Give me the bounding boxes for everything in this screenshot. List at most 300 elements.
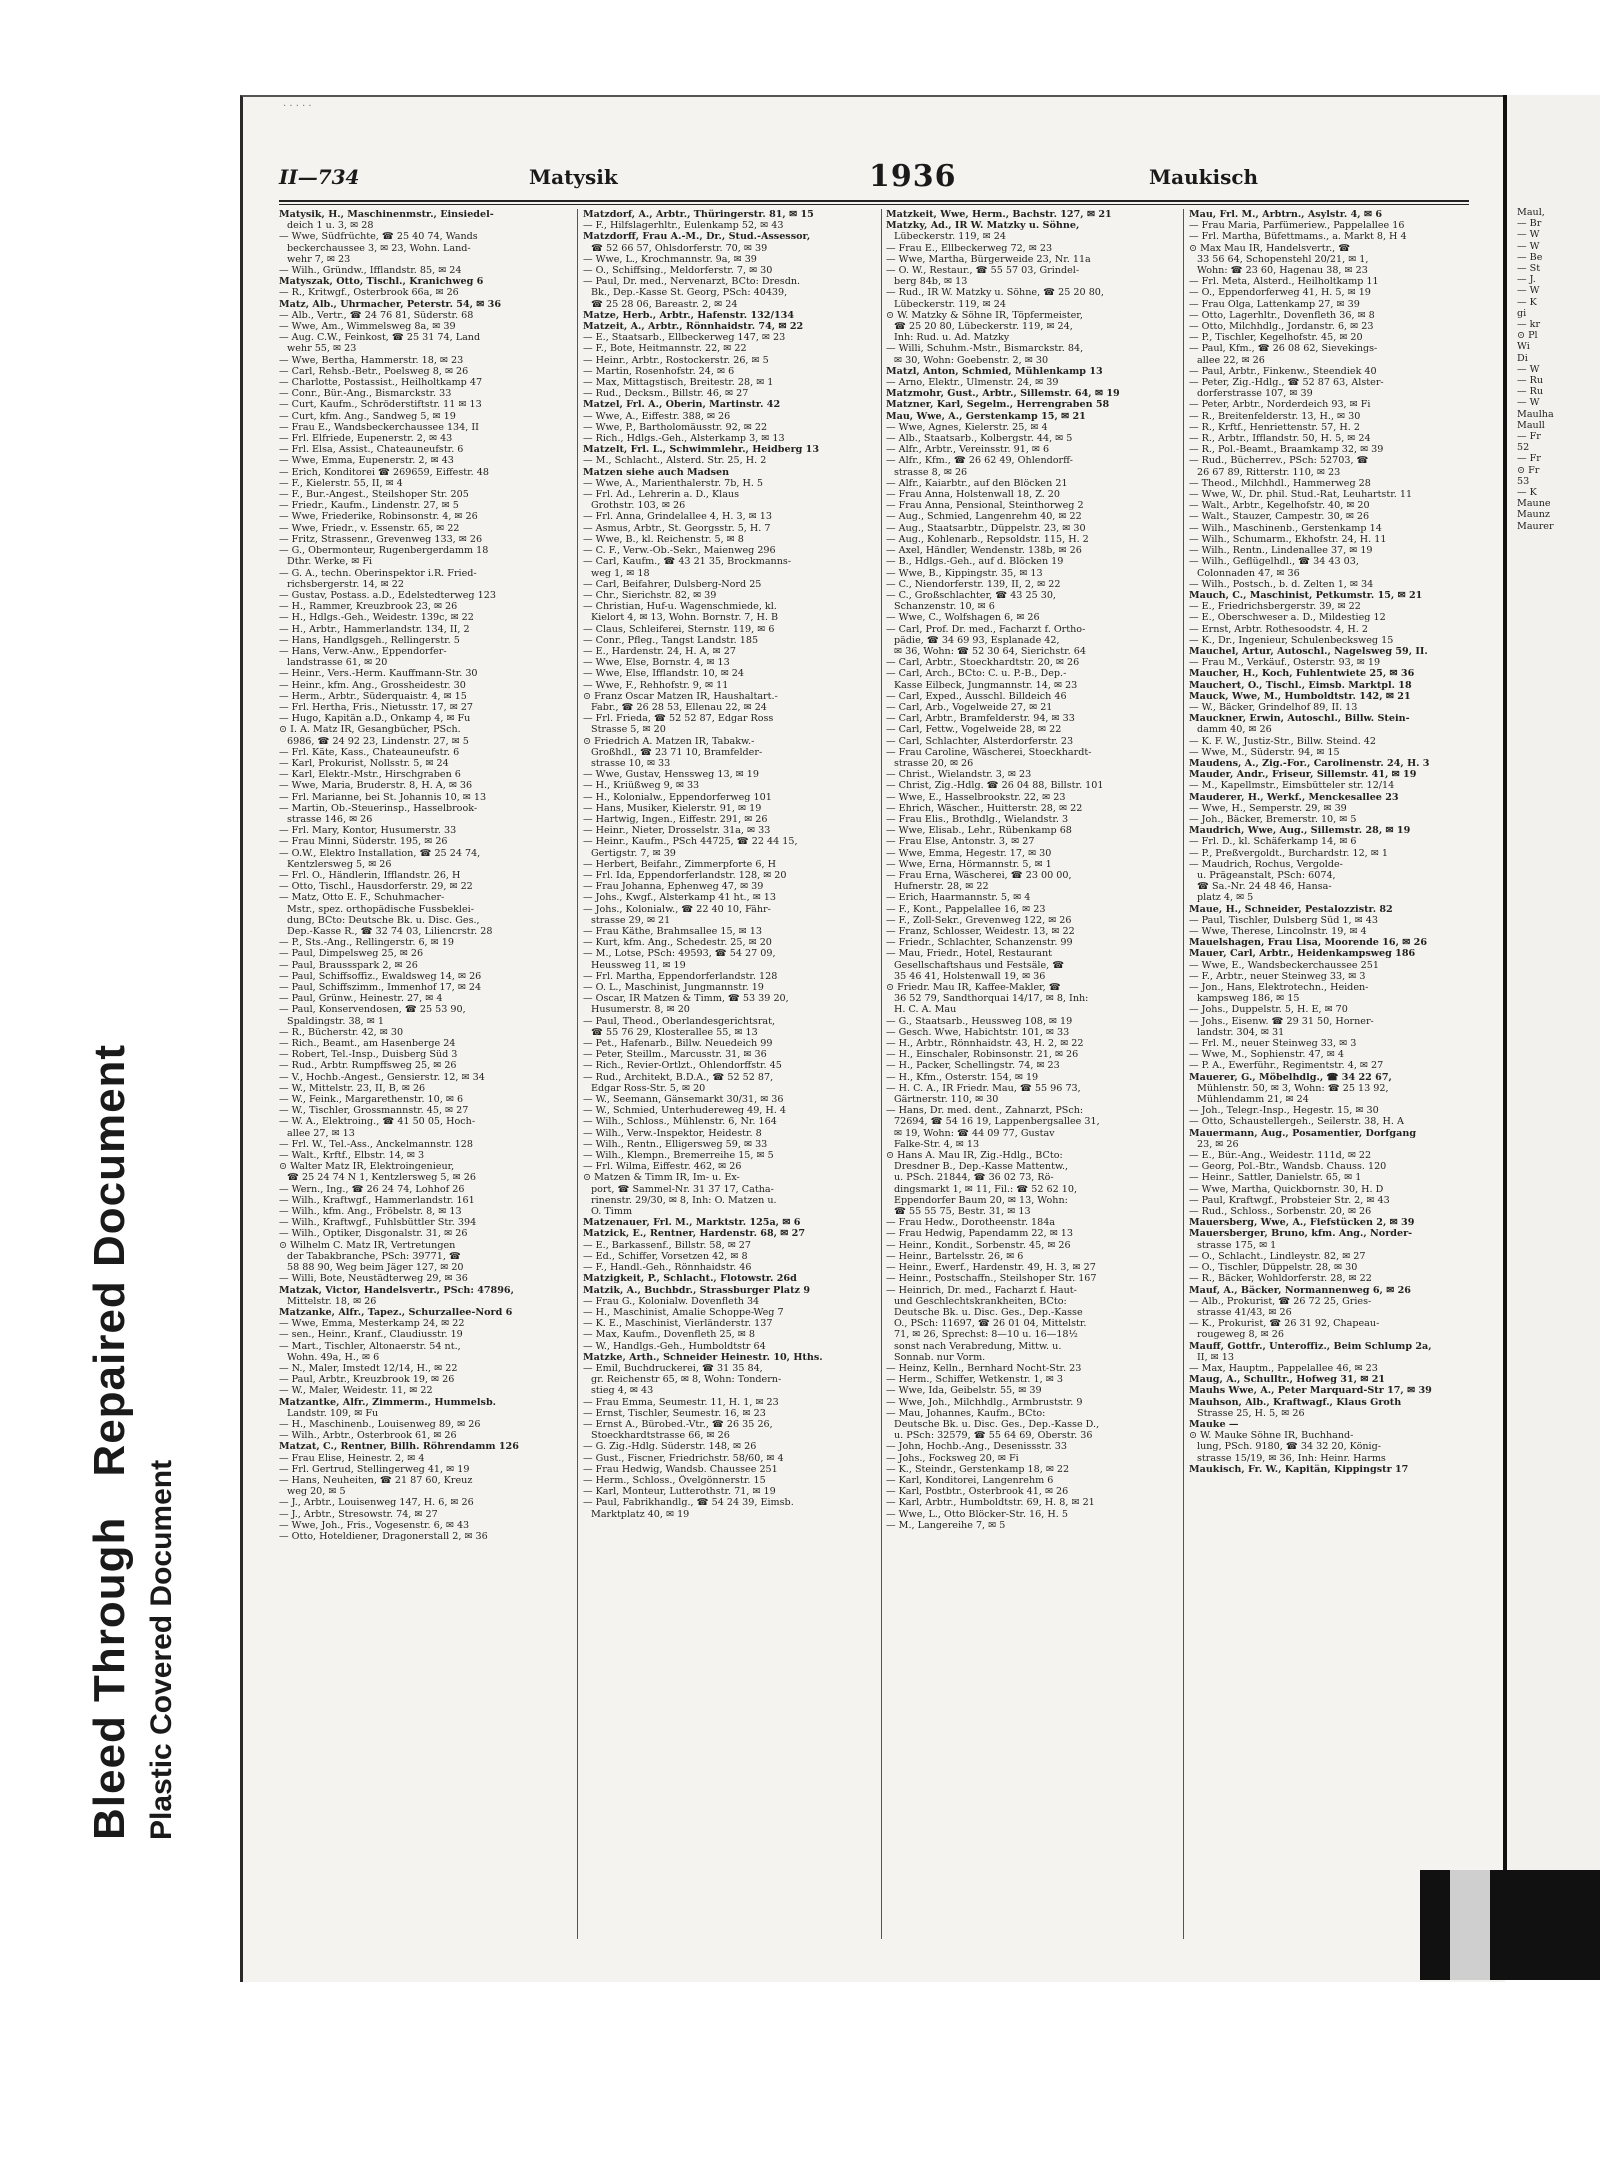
directory-entry: — Wwe, Martha, Quickbornstr. 30, H. D [1189, 1183, 1384, 1195]
directory-entry: — Mau, Johannes, Kaufm., BCto: [886, 1407, 1046, 1419]
directory-entry: — Frl. Elfriede, Eupenerstr. 2, ✉ 43 [279, 433, 453, 445]
directory-entry: — Wwe, M., Süderstr. 94, ✉ 15 [1189, 746, 1340, 758]
directory-entry: ☎ 25 20 80, Lübeckerstr. 119, ✉ 24, [894, 321, 1073, 333]
directory-entry: ☎ 55 76 29, Klosterallee 55, ✉ 13 [591, 1026, 758, 1038]
directory-entry: — E., Hardenstr. 24, H. A, ✉ 27 [583, 645, 736, 657]
directory-entry: — E., Staatsarb., Ellbeckerweg 147, ✉ 23 [583, 332, 786, 344]
adjacent-entry: — K [1517, 296, 1537, 308]
directory-entry: strasse 41/43, ✉ 26 [1197, 1306, 1292, 1318]
directory-entry: — M., Kapellmstr., Eimsbütteler str. 12/14 [1189, 780, 1395, 792]
column-divider [577, 209, 578, 1939]
directory-entry: — Frl. Hertha, Fris., Nietusstr. 17, ✉ 27 [279, 701, 474, 713]
adjacent-entry: — Ru [1517, 386, 1544, 398]
directory-entry: — Erich, Haarmannstr. 5, ✉ 4 [886, 892, 1031, 904]
directory-entry: richsbergerstr. 14, ✉ 22 [287, 578, 404, 590]
directory-entry: — K. E., Maschinist, Vierländerstr. 137 [583, 1318, 773, 1330]
directory-entry: — M., Langereihe 7, ✉ 5 [886, 1519, 1006, 1531]
directory-entry: — Frau Hedwig, Wandsb. Chaussee 251 [583, 1463, 778, 1475]
directory-entry: — Paul, Dr. med., Nervenarzt, BCto: Dresdn. [583, 276, 801, 288]
directory-entry: — Hans, Verw.-Anw., Eppendorfer- [279, 645, 447, 657]
directory-entry: dorferstrasse 107, ✉ 39 [1197, 388, 1313, 400]
directory-entry: — Wwe, A., Eiffestr. 388, ✉ 26 [583, 410, 731, 422]
adjacent-page-strip [1503, 95, 1600, 1980]
directory-entry: landstrasse 61, ✉ 20 [287, 657, 388, 669]
directory-entry: Matzel, Frl. A., Oberin, Martinstr. 42 [583, 399, 781, 411]
directory-entry: Mauderer, H., Werkf., Menckesallee 23 [1189, 791, 1399, 803]
directory-entry: Maue, H., Schneider, Pestalozzistr. 82 [1189, 903, 1393, 915]
directory-entry: Matzat, C., Rentner, Billh. Röhrendamm 126 [279, 1441, 519, 1453]
directory-entry: — Wwe, Joh., Milchhdlg., Armbruststr. 9 [886, 1396, 1083, 1408]
directory-entry: — Rich., Beamt., am Hasenberge 24 [279, 1038, 456, 1050]
directory-entry: — Wwe, Erna, Hörmannstr. 5, ✉ 1 [886, 858, 1052, 870]
directory-entry: Kasse Eilbeck, Jungmannstr. 14, ✉ 23 [894, 679, 1078, 691]
directory-entry: strasse 146, ✉ 26 [287, 813, 373, 825]
directory-entry: 6986, ☎ 24 92 23, Lindenstr. 27, ✉ 5 [287, 735, 469, 747]
directory-entry: — Hans, Neuheiten, ☎ 21 87 60, Kreuz [279, 1474, 473, 1486]
adjacent-entry: — Fr [1517, 431, 1541, 443]
directory-entry: Wohn: ☎ 23 60, Hagenau 38, ✉ 23 [1197, 265, 1368, 277]
directory-entry: — Wilh., Kraftwgf., Hammerlandstr. 161 [279, 1194, 475, 1206]
directory-entry: — Carl, Rehsb.-Betr., Poelsweg 8, ✉ 26 [279, 365, 469, 377]
directory-entry: Eppendorfer Baum 20, ✉ 13, Wohn: [894, 1194, 1068, 1206]
directory-entry: — Axel, Händler, Wendenstr. 138b, ✉ 26 [886, 545, 1082, 557]
directory-entry: — Carl, Beifahrer, Dulsberg-Nord 25 [583, 578, 762, 590]
adjacent-entry: — Br [1517, 218, 1542, 230]
directory-entry: Matze, Herb., Arbtr., Hafenstr. 132/134 [583, 309, 795, 321]
adjacent-entry: Maurer [1517, 520, 1554, 532]
directory-entry: Gesellschaftshaus und Festsäle, ☎ [894, 959, 1065, 971]
directory-entry: — F., Handl.-Geh., Rönnhaidstr. 46 [583, 1262, 752, 1274]
directory-entry: — Carl, Arbtr., Bramfelderstr. 94, ✉ 33 [886, 713, 1075, 725]
directory-entry: — Karl, Elektr.-Mstr., Hirschgraben 6 [279, 769, 461, 781]
directory-entry: — R., Pol.-Beamt., Braamkamp 32, ✉ 39 [1189, 444, 1384, 456]
directory-entry: Kielort 4, ✉ 13, Wohn. Bornstr. 7, H. B [591, 612, 779, 624]
directory-entry: Gärtnerstr. 110, ✉ 30 [894, 1094, 999, 1106]
directory-entry: pädie, ☎ 34 69 93, Esplanade 42, [894, 634, 1060, 646]
directory-entry: — F., Hilfslagerhltr., Eulenkamp 52, ✉ 43 [583, 220, 784, 232]
directory-entry: — Wwe, Ida, Geibelstr. 55, ✉ 39 [886, 1385, 1042, 1397]
directory-entry: weg 1, ✉ 18 [591, 567, 650, 579]
directory-entry: ⊙ Walter Matz IR, Elektroingenieur, [279, 1161, 455, 1173]
directory-entry: — H., Kriüßweg 9, ✉ 33 [583, 780, 700, 792]
directory-entry: — Rud., Schloss., Sorbenstr. 20, ✉ 26 [1189, 1206, 1372, 1218]
directory-entry: — Johs., Focksweg 20, ✉ Fi [886, 1452, 1019, 1464]
directory-entry: Matysik, H., Maschinenmstr., Einsiedel- [279, 209, 494, 220]
directory-entry: Matzeit, A., Arbtr., Rönnhaidstr. 74, ✉ 22 [583, 321, 804, 333]
directory-entry: ⊙ Hans A. Mau IR, Zig.-Hdlg., BCto: [886, 1150, 1063, 1162]
directory-entry: — Max, Kaufm., Dovenfleth 25, ✉ 8 [583, 1329, 755, 1341]
directory-entry: — J., Arbtr., Louisenweg 147, H. 6, ✉ 26 [279, 1497, 474, 1509]
directory-entry: der Tabakbranche, PSch: 39771, ☎ [287, 1250, 461, 1262]
directory-entry: — W., Seemann, Gänsemarkt 30/31, ✉ 36 [583, 1094, 784, 1106]
directory-entry: — Arno, Elektr., Ulmenstr. 24, ✉ 39 [886, 377, 1059, 389]
directory-entry: ⊙ Friedrich A. Matzen IR, Tabakw.- [583, 735, 755, 747]
directory-entry: u. PSch. 21844, ☎ 36 02 73, Rö- [894, 1172, 1054, 1184]
page-speck: · · · · · [283, 101, 312, 112]
directory-entry: — O., Eppendorferweg 41, H. 5, ✉ 19 [1189, 287, 1371, 299]
directory-entry: — Alb., Staatsarb., Kolbergstr. 44, ✉ 5 [886, 433, 1073, 445]
directory-entry: — C. F., Verw.-Ob.-Sekr., Maienweg 296 [583, 545, 776, 557]
directory-entry: — G. Zig.-Hdlg. Süderstr. 148, ✉ 26 [583, 1441, 757, 1453]
directory-entry: — Hans, Musiker, Kielerstr. 91, ✉ 19 [583, 802, 762, 814]
directory-entry: — Heinr., Arbtr., Rostockerstr. 26, ✉ 5 [583, 354, 769, 366]
directory-entry: allee 27, ✉ 13 [287, 1127, 355, 1139]
directory-entry: Maudrich, Wwe, Aug., Sillemstr. 28, ✉ 19 [1189, 825, 1411, 837]
directory-entry: Wohn. 49a, H., ✉ 6 [287, 1351, 380, 1363]
directory-entry: — Frau Olga, Lattenkamp 27, ✉ 39 [1189, 298, 1360, 310]
directory-entry: — Martin, Rosenhofstr. 24, ✉ 6 [583, 365, 735, 377]
directory-entry: — Ehrich, Wäscher., Huitterstr. 28, ✉ 22 [886, 802, 1083, 814]
directory-entry: rougeweg 8, ✉ 26 [1197, 1329, 1284, 1341]
directory-entry: — Frau Else, Antonstr. 3, ✉ 27 [886, 836, 1035, 848]
directory-entry: Lübeckerstr. 119, ✉ 24 [894, 298, 1006, 310]
directory-entry: — H., Packer, Schellingstr. 74, ✉ 23 [886, 1060, 1060, 1072]
directory-entry: — Wwe, Maria, Bruderstr. 8, H. A, ✉ 36 [279, 780, 473, 792]
directory-entry: — Hartwig, Ingen., Eiffestr. 291, ✉ 26 [583, 813, 768, 825]
directory-entry: — Frl. Käte, Kass., Chateauneufstr. 6 [279, 746, 460, 758]
directory-entry: — Frl. Martha, Eppendorferlandstr. 128 [583, 970, 778, 982]
directory-entry: — F., Arbtr., neuer Steinweg 33, ✉ 3 [1189, 970, 1366, 982]
directory-entry: — Frl. Ida, Eppendorferlandstr. 128, ✉ 20 [583, 869, 787, 881]
directory-entry: — Carl, Prof. Dr. med., Facharzt f. Ortho- [886, 623, 1086, 635]
directory-entry: wehr 7, ✉ 23 [287, 253, 351, 265]
directory-entry: — Frl. Anna, Grindelallee 4, H. 3, ✉ 13 [583, 511, 772, 523]
directory-entry: — Frl. W., Tel.-Ass., Anckelmannstr. 128 [279, 1138, 473, 1150]
directory-entry: — H., Kfm., Osterstr. 154, ✉ 19 [886, 1071, 1039, 1083]
directory-entry: — Ed., Schiffer, Vorsetzen 42, ✉ 8 [583, 1250, 748, 1262]
directory-entry: — Carl, Schlachter, Alsterdorferstr. 23 [886, 735, 1074, 747]
directory-entry: Mauersberger, Bruno, kfm. Ang., Norder- [1189, 1228, 1413, 1240]
directory-entry: — Otto, Lagerhltr., Dovenfleth 36, ✉ 8 [1189, 309, 1375, 321]
directory-entry: — Frau Hedwig, Papendamm 22, ✉ 13 [886, 1228, 1073, 1240]
directory-entry: — Maudrich, Rochus, Vergolde- [1189, 858, 1343, 870]
directory-entry: — Wwe, B., Kippingstr. 35, ✉ 13 [886, 567, 1043, 579]
directory-column-1 [279, 209, 571, 1939]
directory-entry: Matzdorff, Frau A.-M., Dr., Stud.-Assessor, [583, 231, 811, 243]
directory-entry: — E., Oberschweser a. D., Mildestieg 12 [1189, 612, 1386, 624]
directory-entry: — Heinr., Postschaffn., Steilshoper Str. 167 [886, 1273, 1097, 1285]
directory-entry: 36 52 79, Sandthorquai 14/17, ✉ 8, Inh: [894, 993, 1089, 1005]
adjacent-entry: 52 [1517, 442, 1530, 454]
column-divider [1183, 209, 1184, 1939]
adjacent-entry: Di [1517, 352, 1528, 364]
directory-entry: — H., Maschinenb., Louisenweg 89, ✉ 26 [279, 1418, 481, 1430]
directory-entry: Lübeckerstr. 119, ✉ 24 [894, 231, 1006, 243]
directory-entry: — W., Tischler, Grossmannstr. 45, ✉ 27 [279, 1105, 469, 1117]
directory-entry: — Wwe, Agnes, Kielerstr. 25, ✉ 4 [886, 421, 1048, 433]
directory-entry: Matzick, E., Rentner, Hardenstr. 68, ✉ 27 [583, 1228, 806, 1240]
directory-entry: — Paul, Theod., Oberlandesgerichtsrat, [583, 1015, 776, 1027]
directory-entry: Matzik, A., Buchbdr., Strassburger Platz 9 [583, 1284, 811, 1296]
directory-entry: beckerchaussee 3, ✉ 23, Wohn. Land- [287, 242, 471, 254]
directory-entry: Mittelstr. 18, ✉ 26 [287, 1295, 377, 1307]
directory-entry: — Wwe, F., Rehhofstr. 9, ✉ 11 [583, 679, 729, 691]
directory-entry: — Heinr., Kaufm., PSch 44725, ☎ 22 44 15, [583, 836, 798, 848]
directory-entry: u. Prägeanstalt, PSch: 6074, [1197, 869, 1336, 881]
directory-entry: — Frau E., Wandsbeckerchaussee 134, II [279, 421, 479, 433]
directory-entry: landstr. 304, ✉ 31 [1197, 1026, 1285, 1038]
directory-entry: — Wilh., Geflügelhdl., ☎ 34 43 03, [1189, 556, 1359, 568]
directory-entry: — Karl, Konditorei, Langenrehm 6 [886, 1474, 1054, 1486]
adjacent-entry: — W [1517, 397, 1540, 409]
directory-entry: Mauder, Andr., Friseur, Sillemstr. 41, ✉ 19 [1189, 769, 1417, 781]
directory-entry: — Paul, Kraftwgf., Probsteier Str. 2, ✉ 43 [1189, 1194, 1390, 1206]
directory-entry: — Wwe, P., Bartholomäusstr. 92, ✉ 22 [583, 421, 768, 433]
directory-entry: — Curt, kfm. Ang., Sandweg 5, ✉ 19 [279, 410, 456, 422]
directory-entry: — Heinr., Kondit., Sorbenstr. 45, ✉ 26 [886, 1239, 1071, 1251]
directory-entry: — Wwe, Joh., Fris., Vogesenstr. 6, ✉ 43 [279, 1519, 470, 1531]
directory-entry: — Paul, Arbtr., Finkenw., Steendiek 40 [1189, 365, 1377, 377]
directory-entry: — Mart., Tischler, Altonaerstr. 54 nt., [279, 1340, 461, 1352]
directory-entry: H. C. A. Mau [894, 1004, 957, 1016]
column-divider [881, 209, 882, 1939]
directory-entry: — K., Steindr., Gerstenkamp 18, ✉ 22 [886, 1463, 1070, 1475]
directory-entry: Mauck, Wwe, M., Humboldtstr. 142, ✉ 21 [1189, 690, 1411, 702]
directory-entry: — Carl, Arch., BCto: C. u. P.-B., Dep.- [886, 668, 1067, 680]
directory-entry: — Wwe, Gustav, Henssweg 13, ✉ 19 [583, 769, 759, 781]
directory-entry: — Wilh., Maschinenb., Gerstenkamp 14 [1189, 522, 1382, 534]
directory-entry: — Wwe, C., Wolfshagen 6, ✉ 26 [886, 612, 1040, 624]
directory-entry: — Franz, Schlosser, Weidestr. 13, ✉ 22 [886, 926, 1075, 937]
directory-entry: Mauhs Wwe, A., Peter Marquard-Str 17, ✉ 39 [1189, 1385, 1432, 1397]
directory-entry: — Wwe, Friedr., v. Essenstr. 65, ✉ 22 [279, 522, 460, 534]
directory-entry: — Frl. M., neuer Steinweg 33, ✉ 3 [1189, 1038, 1357, 1050]
directory-entry: — Joh., Telegr.-Insp., Hegestr. 15, ✉ 30 [1189, 1105, 1379, 1117]
directory-entry: — Wilh., Schumarm., Ekhofstr. 24, H. 11 [1189, 533, 1387, 545]
directory-entry: — Rud., Architekt, B.D.A., ☎ 52 52 87, [583, 1071, 774, 1083]
directory-column-3 [886, 209, 1178, 1939]
directory-entry: ☎ 25 24 74 N 1, Kentzlersweg 5, ✉ 26 [287, 1172, 476, 1184]
directory-entry: — Frl. Elsa, Assist., Chateauneufstr. 6 [279, 444, 464, 456]
directory-entry: — Heinz, Kelln., Bernhard Nocht-Str. 23 [886, 1362, 1082, 1374]
directory-entry: — Frau Käthe, Brahmsallee 15, ✉ 13 [583, 926, 762, 937]
directory-entry: — Paul, Grünw., Heinestr. 27, ✉ 4 [279, 993, 443, 1005]
directory-entry: — B., Hdlgs.-Geh., auf d. Blöcken 19 [886, 556, 1064, 568]
directory-entry: — W. A., Elektroing., ☎ 41 50 05, Hoch- [279, 1116, 476, 1128]
directory-entry: — Frau Caroline, Wäscherei, Stoeckhardt- [886, 746, 1092, 758]
directory-entry: — Wwe, Emma, Mesterkamp 24, ✉ 22 [279, 1318, 465, 1330]
directory-entry: Fabr., ☎ 26 28 53, Ellenau 22, ✉ 24 [591, 701, 767, 713]
directory-entry: ☎ 55 55 75, Bestr. 31, ✉ 13 [894, 1206, 1031, 1218]
directory-entry: Landstr. 109, ✉ Fu [287, 1407, 379, 1419]
directory-entry: — P., Tischler, Kegelhofstr. 45, ✉ 20 [1189, 332, 1363, 344]
directory-entry: Mau, Wwe, A., Gerstenkamp 15, ✉ 21 [886, 410, 1086, 422]
directory-entry: — C., Niendorferstr. 139, II, 2, ✉ 22 [886, 578, 1061, 590]
directory-entry: ⊙ W. Mauke Söhne IR, Buchhand- [1189, 1430, 1354, 1442]
adjacent-entry: — Ru [1517, 375, 1544, 387]
directory-entry: Matzmohr, Gust., Arbtr., Sillemstr. 64, ✉ 19 [886, 388, 1120, 400]
directory-entry: Dep.-Kasse R., ☎ 32 74 03, Liliencrstr. 28 [287, 926, 493, 937]
directory-entry: — Wwe, L., Krochmannstr. 9a, ✉ 39 [583, 253, 757, 265]
adjacent-entry: — W [1517, 240, 1540, 252]
adjacent-entry: — J. [1517, 274, 1536, 286]
directory-entry: — Frl. Ad., Lehrerin a. D., Klaus [583, 489, 740, 501]
directory-entry: — Frau Elise, Heinestr. 2, ✉ 4 [279, 1452, 425, 1464]
adjacent-page-entries [1517, 207, 1554, 532]
directory-entry: Mauckner, Erwin, Autoschl., Billw. Stein- [1189, 713, 1410, 725]
directory-entry: Husumerstr. 8, ✉ 20 [591, 1004, 690, 1016]
directory-entry: Mauchert, O., Tischl., Eimsb. Marktpl. 18 [1189, 679, 1412, 691]
directory-entry: — Emil, Buchdruckerei, ☎ 31 35 84, [583, 1362, 763, 1374]
directory-entry: — Frau Johanna, Ephenweg 47, ✉ 39 [583, 881, 764, 893]
directory-entry: strasse 175, ✉ 1 [1197, 1239, 1277, 1251]
adjacent-entry: — K [1517, 487, 1537, 499]
directory-entry: — Conr., Pfleg., Tangst Landstr. 185 [583, 634, 759, 646]
directory-entry: — Karl, Prokurist, Nollsstr. 5, ✉ 24 [279, 757, 449, 769]
directory-entry: — Paul, Fabrikhandlg., ☎ 54 24 39, Eimsb. [583, 1497, 794, 1509]
directory-entry: Mauff, Gottfr., Unteroffiz., Beim Schlump 2a, [1189, 1340, 1432, 1352]
directory-entry: Mauelshagen, Frau Lisa, Moorende 16, ✉ 26 [1189, 937, 1427, 949]
directory-entry: — Frau Hedw., Dorotheenstr. 184a [886, 1217, 1056, 1229]
directory-entry: — H., Maschinist, Amalie Schoppe-Weg 7 [583, 1306, 784, 1318]
adjacent-entry: ⊙ Pl [1517, 330, 1538, 342]
header-first-entry: Matysik [529, 165, 618, 189]
adjacent-entry: Maunz [1517, 509, 1550, 521]
directory-entry: Spaldingstr. 38, ✉ 1 [287, 1015, 384, 1027]
directory-entry: — Carl, Fettw., Vogelweide 28, ✉ 22 [886, 724, 1062, 736]
directory-entry: — Paul, Arbtr., Kreuzbrook 19, ✉ 26 [279, 1374, 455, 1386]
directory-entry: Mauf, A., Bäcker, Normannenweg 6, ✉ 26 [1189, 1284, 1411, 1296]
adjacent-entry: Maulha [1517, 408, 1554, 420]
directory-entry: — Johs., Kwgf., Alsterkamp 41 ht., ✉ 13 [583, 892, 776, 904]
directory-entry: — Wwe, A., Marienthalerstr. 7b, H. 5 [583, 477, 764, 489]
directory-entry: ⊙ Friedr. Mau IR, Kaffee-Makler, ☎ [886, 982, 1061, 994]
directory-entry: — W., Feink., Margarethenstr. 10, ✉ 6 [279, 1094, 464, 1106]
directory-entry: — Carl, Arbtr., Stoeckhardtstr. 20, ✉ 26 [886, 657, 1080, 669]
directory-entry: — J., Arbtr., Stresowstr. 74, ✉ 27 [279, 1508, 438, 1520]
scan-edge-dark [1420, 1870, 1600, 1980]
directory-entry: Hufnerstr. 28, ✉ 22 [894, 881, 989, 893]
directory-entry: — Aug., Kohlenarb., Repsoldstr. 115, H. 2 [886, 533, 1089, 545]
directory-entry: — H., Arbtr., Hammerlandstr. 134, II, 2 [279, 623, 470, 635]
directory-entry: Grothstr. 103, ✉ 26 [591, 500, 686, 512]
directory-entry: Maudens, A., Zig.-For., Carolinenstr. 24, H. 3 [1189, 757, 1430, 769]
directory-entry: Matzner, Karl, Segelm., Herrengraben 58 [886, 399, 1110, 411]
directory-entry: — Kurt, kfm. Ang., Schedestr. 25, ✉ 20 [583, 937, 772, 949]
directory-entry: — O. W., Restaur., ☎ 55 57 03, Grindel- [886, 265, 1080, 277]
directory-entry: — O. L., Maschinist, Jungmannstr. 19 [583, 982, 764, 994]
directory-entry: — Christ, Zig.-Hdlg. ☎ 26 04 88, Billstr. 101 [886, 780, 1104, 792]
directory-entry: — F., Bote, Heitmannstr. 22, ✉ 22 [583, 343, 747, 355]
directory-entry: — Rud., IR W. Matzky u. Söhne, ☎ 25 20 80, [886, 287, 1104, 299]
directory-entry: — Paul, Kfm., ☎ 26 08 62, Sievekings- [1189, 343, 1378, 355]
directory-entry: Matzl, Anton, Schmied, Mühlenkamp 13 [886, 365, 1103, 377]
directory-entry: Mühlendamm 21, ✉ 24 [1197, 1094, 1309, 1106]
directory-entry: — F., Zoll-Sekr., Grevenweg 122, ✉ 26 [886, 914, 1072, 926]
directory-entry: Mauer, Carl, Arbtr., Heidenkampsweg 186 [1189, 948, 1416, 960]
directory-entry: — Theod., Milchhdl., Hammerweg 28 [1189, 477, 1371, 489]
directory-entry: — Gustav, Postass. a.D., Edelstedterweg 123 [279, 589, 496, 601]
directory-entry: Matzkeit, Wwe, Herm., Bachstr. 127, ✉ 21 [886, 209, 1112, 220]
directory-column-4 [1189, 209, 1471, 1939]
directory-entry: — K. F. W., Justiz-Str., Billw. Steind. 42 [1189, 735, 1377, 747]
directory-entry: Inh: Rud. u. Ad. Matzky [894, 332, 1010, 344]
directory-entry: — Paul, Schiffsoffiz., Ewaldsweg 14, ✉ 26 [279, 970, 482, 982]
directory-page [240, 95, 1505, 1982]
directory-entry: — Karl, Postbtr., Osterbrook 41, ✉ 26 [886, 1486, 1069, 1498]
directory-column-2 [583, 209, 876, 1939]
directory-entry: — Wwe, Friederike, Robinsonstr. 4, ✉ 26 [279, 511, 478, 523]
directory-entry: — Ernst A., Bürobed.-Vtr., ☎ 26 35 26, [583, 1418, 773, 1430]
directory-entry: Heussweg 11, ✉ 19 [591, 959, 686, 971]
directory-entry: — Paul, Konservendosen, ☎ 25 53 90, [279, 1004, 466, 1016]
directory-entry: — Frl. D., kl. Schäferkamp 14, ✉ 6 [1189, 836, 1357, 848]
directory-entry: — Wilh., Kraftwgf., Fuhlsbüttler Str. 394 [279, 1217, 477, 1229]
directory-entry: — R., Arbtr., Ifflandstr. 50, H. 5, ✉ 24 [1189, 433, 1371, 445]
adjacent-entry: — W [1517, 363, 1540, 375]
directory-entry: — Heinr., Vers.-Herm. Kauffmann-Str. 30 [279, 668, 478, 680]
directory-entry: — Heinr., Nieter, Drosselstr. 31a, ✉ 33 [583, 825, 771, 837]
directory-entry: — Wwe, Else, Ifflandstr. 10, ✉ 24 [583, 668, 744, 680]
directory-entry: — Walt., Arbtr., Kegelhofstr. 40, ✉ 20 [1189, 500, 1370, 512]
directory-entry: — W., Bäcker, Grindelhof 89, II. 13 [1189, 701, 1358, 713]
directory-entry: — Carl, Arb., Vogelweide 27, ✉ 21 [886, 701, 1053, 713]
directory-entry: O., PSch: 11697, ☎ 26 01 04, Mittelstr. [894, 1318, 1087, 1330]
directory-entry: — W., Mittelstr. 23, II, B, ✉ 26 [279, 1082, 426, 1094]
directory-entry: 33 56 64, Schopenstehl 20/21, ✉ 1, [1197, 253, 1369, 265]
directory-entry: — Wwe, Therese, Lincolnstr. 19, ✉ 4 [1189, 926, 1367, 937]
directory-entry: Strasse 25, H. 5, ✉ 26 [1197, 1407, 1305, 1419]
directory-entry: Mauke — [1189, 1418, 1239, 1430]
directory-entry: — Alfr., Kfm., ☎ 26 62 49, Ohlendorff- [886, 455, 1073, 467]
adjacent-entry: — Be [1517, 251, 1543, 263]
directory-entry: Maug, A., Schulltr., Hofweg 31, ✉ 21 [1189, 1374, 1386, 1386]
directory-entry: — Frl. Wilma, Eiffestr. 462, ✉ 26 [583, 1161, 742, 1173]
directory-entry: — V., Hochb.-Angest., Gensierstr. 12, ✉ 34 [279, 1071, 485, 1083]
directory-entry: — Wwe, Am., Wimmelsweg 8a, ✉ 39 [279, 321, 456, 333]
directory-entry: — Frl. Gertrud, Stellingerweg 41, ✉ 19 [279, 1463, 470, 1475]
directory-entry: — O., Tischler, Düppelstr. 28, ✉ 30 [1189, 1262, 1358, 1274]
directory-entry: — Wwe, Elisab., Lehr., Rübenkamp 68 [886, 825, 1072, 837]
directory-entry: — Friedr., Schlachter, Schanzenstr. 99 [886, 937, 1073, 949]
directory-entry: ⊙ W. Matzky & Söhne IR, Töpfermeister, [886, 309, 1083, 321]
directory-entry: Edgar Ross-Str. 5, ✉ 20 [591, 1082, 706, 1094]
directory-entry: Sonnab. nur Vorm. [894, 1351, 986, 1363]
directory-entry: 23, ✉ 26 [1197, 1138, 1239, 1150]
directory-entry: — G., Staatsarb., Heussweg 108, ✉ 19 [886, 1015, 1073, 1027]
directory-entry: — Otto, Tischl., Hausdorferstr. 29, ✉ 22 [279, 881, 473, 893]
directory-entry: dingsmarkt 1, ✉ 11, Fil.: ☎ 52 62 10, [894, 1183, 1078, 1195]
directory-entry: — Frau Emma, Seumestr. 11, H. 1, ✉ 23 [583, 1396, 779, 1408]
directory-entry: ✉ 19, Wohn: ☎ 44 09 77, Gustav [894, 1127, 1055, 1139]
directory-entry: 58 88 90, Weg beim Jäger 127, ✉ 20 [287, 1262, 464, 1274]
adjacent-entry: — W [1517, 229, 1540, 241]
directory-entry: — F., Kont., Pappelallee 16, ✉ 23 [886, 903, 1046, 915]
directory-entry: — Charlotte, Postassist., Heilholtkamp 47 [279, 377, 483, 389]
directory-entry: Dthr. Werke, ✉ Fi [287, 556, 373, 568]
header-rule-secondary [279, 204, 1469, 205]
directory-entry: — Aug. C.W., Feinkost, ☎ 25 31 74, Land [279, 332, 481, 344]
directory-entry: — Rud., Arbtr. Rumpffsweg 25, ✉ 26 [279, 1060, 457, 1072]
directory-entry: — Herbert, Beifahr., Zimmerpforte 6, H [583, 858, 776, 870]
directory-entry: 35 46 41, Holstenwall 19, ✉ 36 [894, 970, 1046, 982]
directory-entry: — Gesch. Wwe, Habichtstr. 101, ✉ 33 [886, 1026, 1070, 1038]
directory-entry: — Joh., Bäcker, Bremerstr. 10, ✉ 5 [1189, 813, 1357, 825]
directory-entry: Strasse 5, ✉ 20 [591, 724, 666, 736]
directory-entry: — H., Hdlgs.-Geh., Weidestr. 139c, ✉ 22 [279, 612, 474, 624]
directory-entry: — Wwe, B., kl. Reichenstr. 5, ✉ 8 [583, 533, 744, 545]
directory-entry: Mauhson, Alb., Kraftwagf., Klaus Groth [1189, 1396, 1402, 1408]
directory-entry: Mühlenstr. 50, ✉ 3, Wohn: ☎ 25 13 92, [1197, 1082, 1389, 1094]
directory-entry: — W., Schmied, Unterhudereweg 49, H. 4 [583, 1105, 786, 1117]
directory-entry: — Herm., Schloss., Övelgönnerstr. 15 [583, 1474, 766, 1486]
directory-entry: Matz, Alb., Uhrmacher, Peterstr. 54, ✉ 36 [279, 298, 502, 310]
directory-entry: ☎ Sa.-Nr. 24 48 46, Hansa- [1197, 881, 1332, 893]
directory-entry: strasse 10, ✉ 33 [591, 757, 671, 769]
directory-entry: — Martin, Ob.-Steuerinsp., Hasselbrook- [279, 802, 478, 814]
directory-entry: — E., Bür.-Ang., Weidestr. 111d, ✉ 22 [1189, 1150, 1372, 1162]
directory-entry: deich 1 u. 3, ✉ 28 [287, 220, 374, 232]
